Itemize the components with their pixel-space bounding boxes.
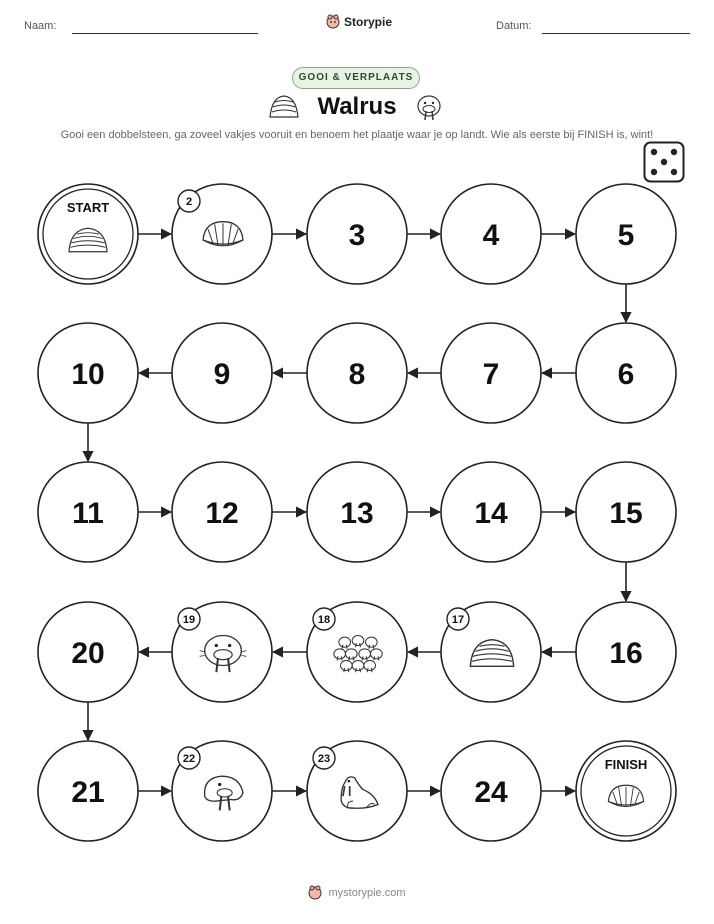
board-space-11[interactable] bbox=[38, 462, 138, 562]
board-space-17[interactable] bbox=[441, 602, 541, 702]
space-number: 12 bbox=[205, 497, 239, 530]
board-space-24[interactable] bbox=[441, 741, 541, 841]
space-number: 20 bbox=[71, 637, 105, 670]
board-space-20[interactable] bbox=[38, 602, 138, 702]
space-number: 16 bbox=[609, 637, 643, 670]
space-number: 24 bbox=[474, 776, 508, 809]
space-number: 19 bbox=[182, 614, 196, 626]
board-space-15[interactable] bbox=[576, 462, 676, 562]
footer-site: mystorypie.com bbox=[328, 887, 406, 899]
clam-shell-icon bbox=[203, 222, 243, 246]
board-space-7[interactable] bbox=[441, 323, 541, 423]
space-number: 13 bbox=[340, 497, 374, 530]
footer bbox=[0, 885, 714, 901]
start-space[interactable] bbox=[38, 184, 138, 284]
space-number: 4 bbox=[482, 219, 500, 252]
board-space-18[interactable] bbox=[307, 602, 407, 702]
board-space-4[interactable] bbox=[441, 184, 541, 284]
space-number: 10 bbox=[71, 358, 105, 391]
board-space-22[interactable] bbox=[172, 741, 272, 841]
space-number: 6 bbox=[617, 358, 635, 391]
page-title: Walrus bbox=[317, 93, 397, 120]
date-label: Datum: bbox=[496, 20, 532, 32]
name-label: Naam: bbox=[24, 20, 57, 32]
space-number: 7 bbox=[482, 358, 500, 391]
space-number: 15 bbox=[609, 497, 643, 530]
board-space-10[interactable] bbox=[38, 323, 138, 423]
board-space-9[interactable] bbox=[172, 323, 272, 423]
space-number: 2 bbox=[185, 196, 193, 208]
board-space-5[interactable] bbox=[576, 184, 676, 284]
board-space-3[interactable] bbox=[307, 184, 407, 284]
space-number: 14 bbox=[474, 497, 508, 530]
board-space-23[interactable] bbox=[307, 741, 407, 841]
space-number: 22 bbox=[182, 753, 196, 765]
space-number: 21 bbox=[71, 776, 105, 809]
board-space-14[interactable] bbox=[441, 462, 541, 562]
space-number: 11 bbox=[72, 497, 104, 530]
board-space-19[interactable] bbox=[172, 602, 272, 702]
finish-space[interactable] bbox=[576, 741, 676, 841]
activity-tag: GOOI & VERPLAATS bbox=[292, 67, 420, 89]
board-space-2[interactable] bbox=[172, 184, 272, 284]
board-space-13[interactable] bbox=[307, 462, 407, 562]
board-space-8[interactable] bbox=[307, 323, 407, 423]
space-number: 5 bbox=[617, 219, 635, 252]
space-number: 18 bbox=[317, 614, 331, 626]
board-space-12[interactable] bbox=[172, 462, 272, 562]
space-number: 9 bbox=[213, 358, 231, 391]
storypie-mascot-icon bbox=[308, 885, 322, 901]
board-space-6[interactable] bbox=[576, 323, 676, 423]
start-label: START bbox=[66, 200, 110, 215]
space-number: 3 bbox=[348, 219, 366, 252]
clam-shell-icon bbox=[608, 785, 643, 806]
board-space-21[interactable] bbox=[38, 741, 138, 841]
space-number: 23 bbox=[317, 753, 331, 765]
brand-name: Storypie bbox=[344, 15, 393, 29]
instructions: Gooi een dobbelsteen, ga zoveel vakjes vooruit en benoem het plaatje waar je op landt. Wie als eerste bij FINISH is, wint! bbox=[60, 129, 654, 141]
finish-label: FINISH bbox=[604, 757, 648, 772]
board-space-16[interactable] bbox=[576, 602, 676, 702]
space-number: 17 bbox=[451, 614, 465, 626]
space-number: 8 bbox=[348, 358, 366, 391]
